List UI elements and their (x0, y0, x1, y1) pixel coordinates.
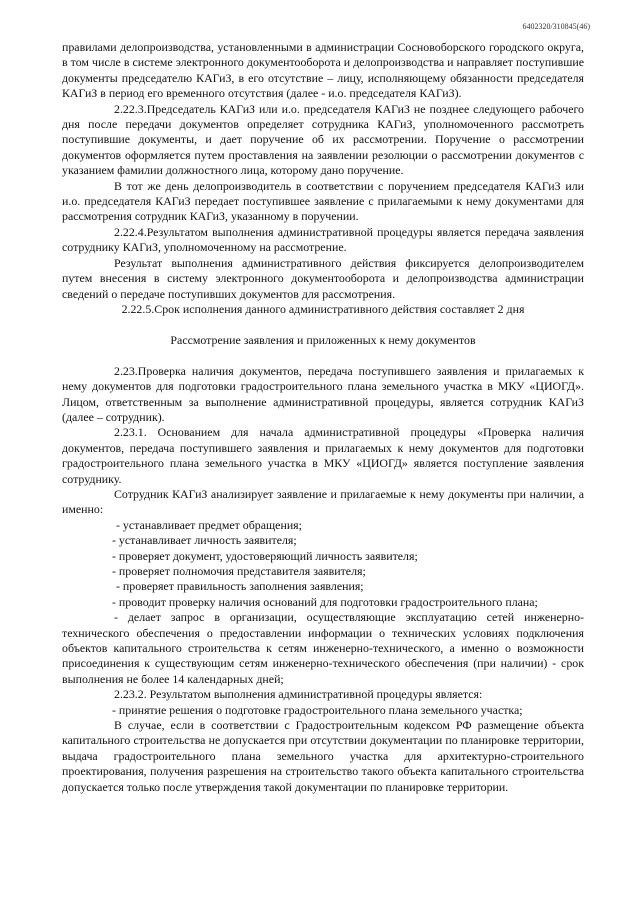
document-body (62, 40, 584, 795)
paragraph-2-22-3: 2.22.3.Председатель КАГиЗ или и.о. председателя КАГиЗ не позднее следующего рабочего дня после передачи документов определяет сотрудника КАГиЗ, уполномоченного рассмотреть поступившие документы, и дает поручение об их рассмотрении. Поручение о рассмотрении документов оформляется путем проставления на заявлении резолюции о рассмотрении документов с указанием фамилии должностного лица, которому дано поручение. (62, 101, 584, 178)
list-item: - проверяет полномочия представителя заявителя; (112, 564, 366, 578)
paragraph-analysis-intro: Сотрудник КАГиЗ анализирует заявление и прилагаемые к нему документы при наличии, а именно: (62, 486, 584, 517)
list-item: - проверяет правильность заполнения заявления; (116, 579, 364, 594)
list-item: - устанавливает предмет обращения; (116, 517, 302, 532)
list-item: - проводит проверку наличия оснований для подготовки градостроительного плана; (112, 594, 538, 609)
list-item: - принятие решения о подготовке градостроительного плана земельного участка; (112, 702, 523, 717)
paragraph-2-22-4: 2.22.4.Результатом выполнения административной процедуры является передача заявления сотруднику КАГиЗ, уполномоченному на рассмотрение. (62, 224, 584, 255)
list-item: - устанавливает личность заявителя; (112, 533, 297, 548)
list-item-request: - делает запрос в организации, осуществляющие эксплуатацию сетей инженерно-технического обеспечения о предоставлении информации о технических условиях подключения объектов капитального строительства к сетям инженерно-технического, а именно о возможности присоединения к существующим сетям инженерно-технического обеспечения (при наличии) - срок выполнения не более 14 календарных дней; (62, 610, 584, 686)
paragraph-continuation: правилами делопроизводства, установленными в администрации Сосновоборского городского округа, в том числе в системе электронного документооборота и делопроизводства и направляет поступившие документы председателю КАГиЗ, в его отсутствие – лицу, исполняющему обязанности председателя КАГиЗ в период его временного отсутствия (далее - и.о. председателя КАГиЗ). (62, 40, 584, 101)
paragraph-2-23: 2.23.Проверка наличия документов, передача поступившего заявления и прилагаемых к нему документов для подготовки градостроительного плана земельного участка в МКУ «ЦИОГД». Лицом, ответственным за выполнение административной процедуры, является сотрудник КАГиЗ (далее – сотрудник). (62, 363, 584, 424)
paragraph-2-22-5: 2.22.5.Срок исполнения данного административного действия составляет 2 дня (121, 301, 525, 316)
paragraph-result-fixed: Результат выполнения административного действия фиксируется делопроизводителем путем внесения в систему электронного документооборота и делопроизводства администрации сведений о передаче поступивших документов для рассмотрения. (62, 255, 584, 301)
paragraph-same-day: В тот же день делопроизводитель в соответствии с поручением председателя КАГиЗ или и.о. председателя КАГиЗ передает поступившее заявление с прилагаемыми к нему документами для рассмотрения сотрудник КАГиЗ, указанному в поручении. (62, 178, 584, 224)
document-number: 6402320/310845(46) (522, 22, 590, 31)
paragraph-2-23-2: 2.23.2. Результатом выполнения административной процедуры является: (114, 687, 483, 702)
section-heading: Рассмотрение заявления и приложенных к нему документов (170, 333, 476, 348)
paragraph-planning-case: В случае, если в соответствии с Градостроительным кодексом РФ размещение объекта капитального строительства не допускается при отсутствии документации по планировке территории, выдача градостроительного плана земельного участка для архитектурно-строительного проектирования, получения разрешения на строительство такого объекта капитального строительства допускается только после утверждения такой документации по планировке территории. (62, 718, 584, 794)
paragraph-2-23-1: 2.23.1. Основанием для начала административной процедуры «Проверка наличия документов, передача поступившего заявления и прилагаемых к нему документов для подготовки градостроительного плана земельного участка в МКУ «ЦИОГД» является поступление заявления сотруднику. (62, 425, 584, 486)
list-item: - проверяет документ, удостоверяющий личность заявителя; (112, 548, 418, 563)
